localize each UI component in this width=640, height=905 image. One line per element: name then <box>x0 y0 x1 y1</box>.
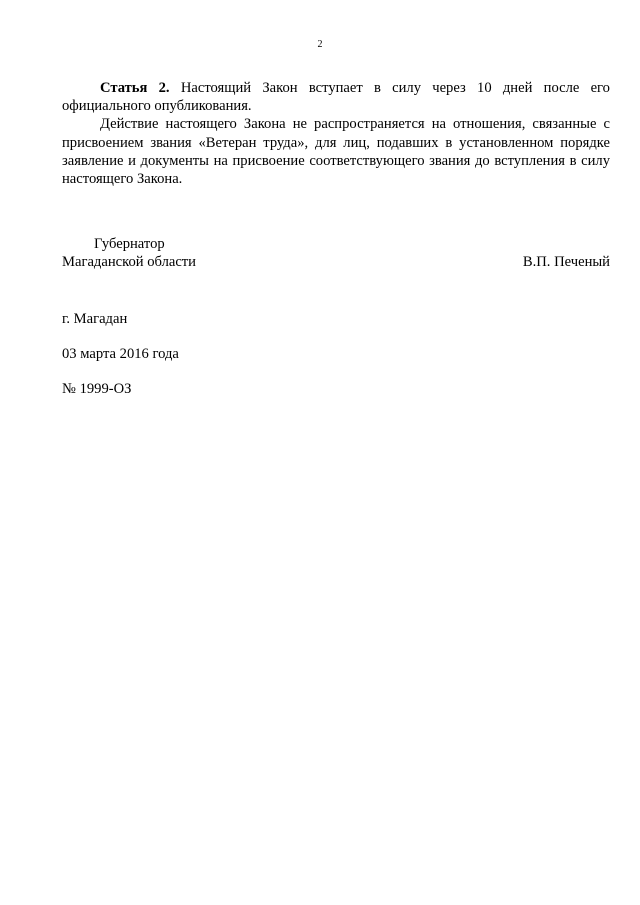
signature-block <box>62 235 610 271</box>
document-body <box>62 79 610 188</box>
article-label: Статья 2. <box>100 80 170 96</box>
law-number-line: № 1999-ОЗ <box>62 381 132 397</box>
date-line: 03 марта 2016 года <box>62 346 179 362</box>
signature-title-line2: Магаданской области <box>62 254 196 271</box>
exception-paragraph: Действие настоящего Закона не распространяется на отношения, связанные с присвоением звания «Ветеран труда», для лиц, подавших в установленном порядке заявление и документы на присвоение соответствующего звания до вступления в силу настоящего Закона. <box>62 116 610 188</box>
signature-title-line1: Губернатор <box>94 236 165 252</box>
article-paragraph <box>62 79 610 115</box>
signature-row <box>62 253 610 271</box>
signatory-name: В.П. Печеный <box>522 254 610 271</box>
article-text: Настоящий Закон вступает в силу через 10 дней после его официального опубликования. <box>62 80 610 115</box>
page-number: 2 <box>317 39 323 50</box>
place-line: г. Магадан <box>62 311 128 327</box>
